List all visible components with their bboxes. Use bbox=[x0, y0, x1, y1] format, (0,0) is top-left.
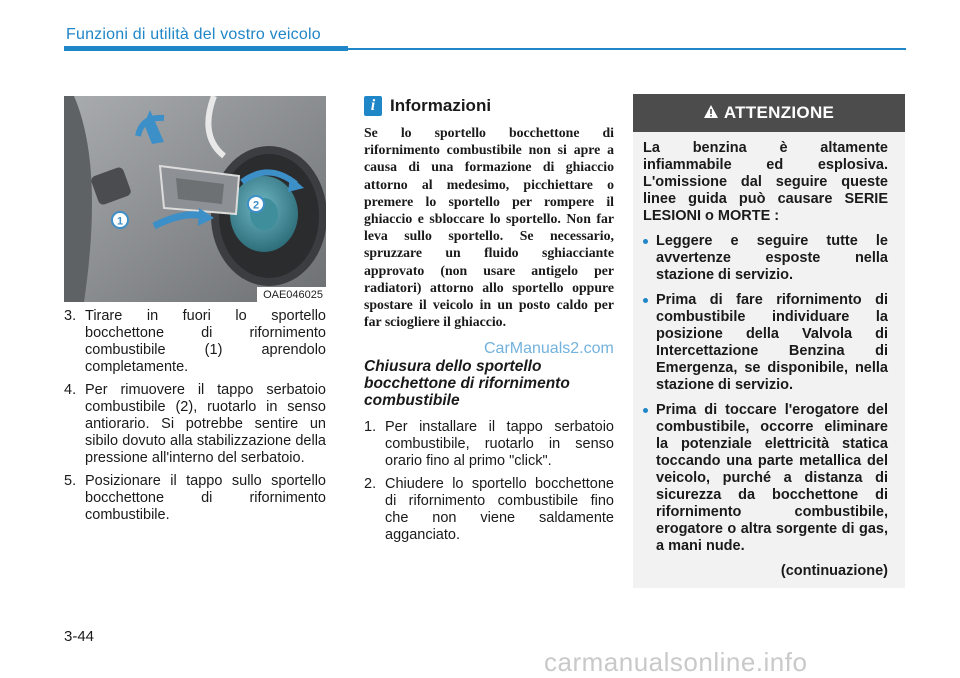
warning-header bbox=[633, 94, 905, 132]
info-header bbox=[364, 94, 614, 118]
warning-triangle-icon bbox=[704, 103, 718, 123]
header-accent-bar bbox=[64, 46, 348, 51]
warning-intro: La benzina è altamente infiammabile ed esplosiva. L'omissione dal seguire queste linee guida può causare SERIE LESIONI o MORTE : bbox=[643, 140, 888, 224]
watermark-bottom: carmanualsonline.info bbox=[544, 647, 808, 677]
warning-bullet bbox=[643, 402, 888, 555]
section-title: Funzioni di utilità del vostro veicolo bbox=[66, 26, 321, 43]
continuation-note: (continuazione) bbox=[780, 563, 888, 579]
step-text: Chiudere lo sportello bocchettone di rifornimento combustibile fino che non viene saldamente agganciato. bbox=[385, 476, 614, 544]
step-number: 1. bbox=[364, 419, 377, 436]
step-number: 4. bbox=[64, 382, 77, 398]
callout-1-label: 1 bbox=[116, 215, 124, 228]
step-number: 3. bbox=[64, 308, 77, 324]
bullet-text: Prima di fare rifornimento di combustibile individuare la posizione della Valvola di Intercettazione Benzina di Emergenza, se disponibile, nella stazione di servizio. bbox=[656, 292, 888, 393]
watermark-mid: CarManuals2.com bbox=[484, 340, 614, 357]
step-text: Posizionare il tappo sullo sportello bocchettone di rifornimento combustibile. bbox=[85, 473, 326, 523]
bullet-dot-icon bbox=[643, 298, 648, 303]
warning-box bbox=[633, 94, 905, 588]
closing-steps bbox=[364, 419, 614, 544]
bullet-dot-icon bbox=[643, 239, 648, 244]
bullet-dot-icon bbox=[643, 408, 648, 413]
closing-step-1 bbox=[364, 419, 614, 470]
info-icon: i bbox=[364, 96, 382, 116]
step-number: 2. bbox=[364, 476, 377, 493]
step-3 bbox=[64, 308, 326, 376]
warning-bullet bbox=[643, 292, 888, 394]
middle-column bbox=[364, 94, 614, 550]
fuel-door-illustration bbox=[64, 96, 326, 302]
step-text: Per rimuovere il tappo serbatoio combustibile (2), ruotarlo in senso antiorario. Si potrebbe sentire un sibilo dovuto alla stabilizzazione della pressione all'interno del serbatoio. bbox=[85, 382, 326, 466]
fuel-door-drawing bbox=[64, 96, 326, 302]
header-rule bbox=[348, 48, 906, 50]
warning-bullet bbox=[643, 233, 888, 284]
step-5 bbox=[64, 473, 326, 524]
step-text: Per installare il tappo serbatoio combustibile, ruotarlo in senso orario fino al primo "click". bbox=[385, 419, 614, 470]
warning-title: ATTENZIONE bbox=[723, 103, 835, 122]
closing-step-2 bbox=[364, 476, 614, 544]
closing-heading: Chiusura dello sportello bocchettone di rifornimento combustibile bbox=[364, 358, 570, 410]
step-4 bbox=[64, 382, 326, 467]
warning-body bbox=[633, 132, 905, 580]
step-text: Tirare in fuori lo sportello bocchettone di rifornimento combustibile (1) aprendolo completamente. bbox=[85, 308, 326, 375]
bullet-text: Prima di toccare l'erogatore del combustibile, occorre eliminare la potenziale elettricità statica toccando una parte metallica del veicolo, purché a distanza di sicurezza da bocchettone di rifornimento combustibile, erogatore o altra sorgente di gas, a mani nude. bbox=[656, 402, 888, 554]
info-title: Informazioni bbox=[390, 96, 492, 115]
bullet-text: Leggere e seguire tutte le avvertenze esposte nella stazione di servizio. bbox=[656, 233, 888, 283]
callout-2-label: 2 bbox=[252, 199, 260, 212]
opening-steps bbox=[64, 308, 326, 530]
step-number: 5. bbox=[64, 473, 77, 489]
info-text: Se lo sportello bocchettone di rifornimento combustibile non si apre a causa di una formazione di ghiaccio attorno al medesimo, picchiettare o premere lo sportello per rompere il ghiaccio e sbloccare lo sportello. Non far leva sullo sportello. Se necessario, spruzzare un fluido sghiacciante approvato (non usare antigelo per radiatori) attorno allo sportello oppure spostare il veicolo in un posto caldo per far sciogliere il ghiaccio. bbox=[364, 125, 614, 330]
page-number: 3-44 bbox=[64, 628, 95, 645]
figure-code: OAE046025 bbox=[257, 287, 326, 302]
